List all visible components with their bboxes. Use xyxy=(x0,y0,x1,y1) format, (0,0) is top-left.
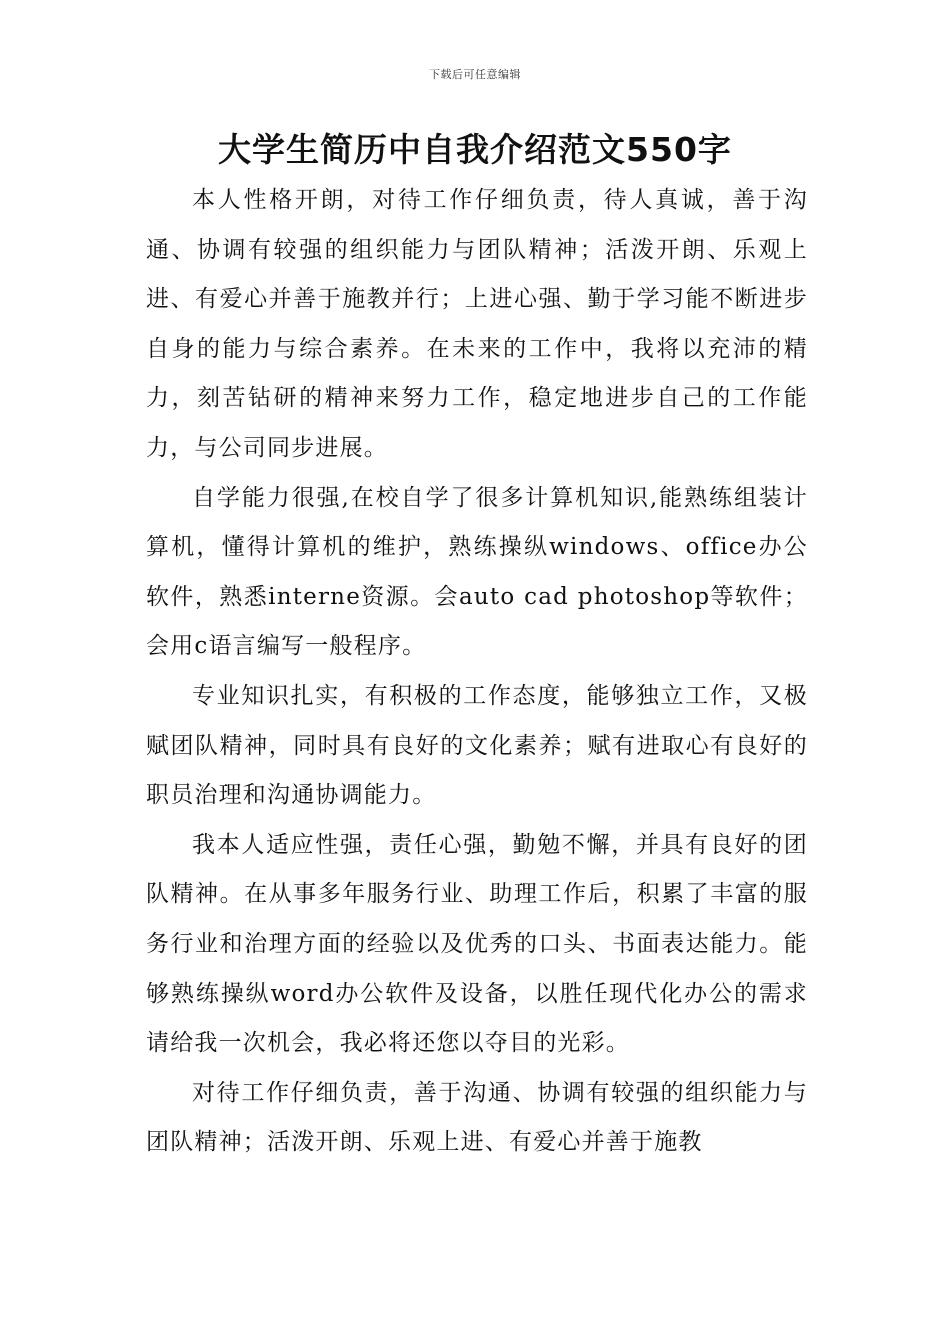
paragraph-3: 专业知识扎实，有积极的工作态度，能够独立工作，又极赋团队精神，同时具有良好的文化素养；赋有进取心有良好的职员治理和沟通协调能力。 xyxy=(146,682,808,809)
paragraph-1: 本人性格开朗，对待工作仔细负责，待人真诚，善于沟通、协调有较强的组织能力与团队精神；活泼开朗、乐观上进、有爱心并善于施教并行；上进心强、勤于学习能不断进步自身的能力与综合素养。在未来的工作中，我将以充沛的精力，刻苦钻研的精神来努力工作，稳定地进步自己的工作能力，与公司同步进展。 xyxy=(146,187,808,461)
paragraph-5: 对待工作仔细负责，善于沟通、协调有较强的组织能力与团队精神；活泼开朗、乐观上进、有爱心并善于施教 xyxy=(146,1079,808,1156)
document-body xyxy=(146,176,808,1168)
header-note: 下载后可任意编辑 xyxy=(429,68,521,81)
paragraph-4: 我本人适应性强，责任心强，勤勉不懈，并具有良好的团队精神。在从事多年服务行业、助理工作后，积累了丰富的服务行业和治理方面的经验以及优秀的口头、书面表达能力。能够熟练操纵word办公软件及设备，以胜任现代化办公的需求请给我一次机会，我必将还您以夺目的光彩。 xyxy=(146,831,808,1057)
document-title: 大学生简历中自我介绍范文550字 xyxy=(218,130,732,169)
paragraph-2: 自学能力很强,在校自学了很多计算机知识,能熟练组装计算机，懂得计算机的维护，熟练操纵windows、office办公软件，熟悉interne资源。会auto cad photoshop等软件；会用c语言编写一般程序。 xyxy=(146,484,808,660)
